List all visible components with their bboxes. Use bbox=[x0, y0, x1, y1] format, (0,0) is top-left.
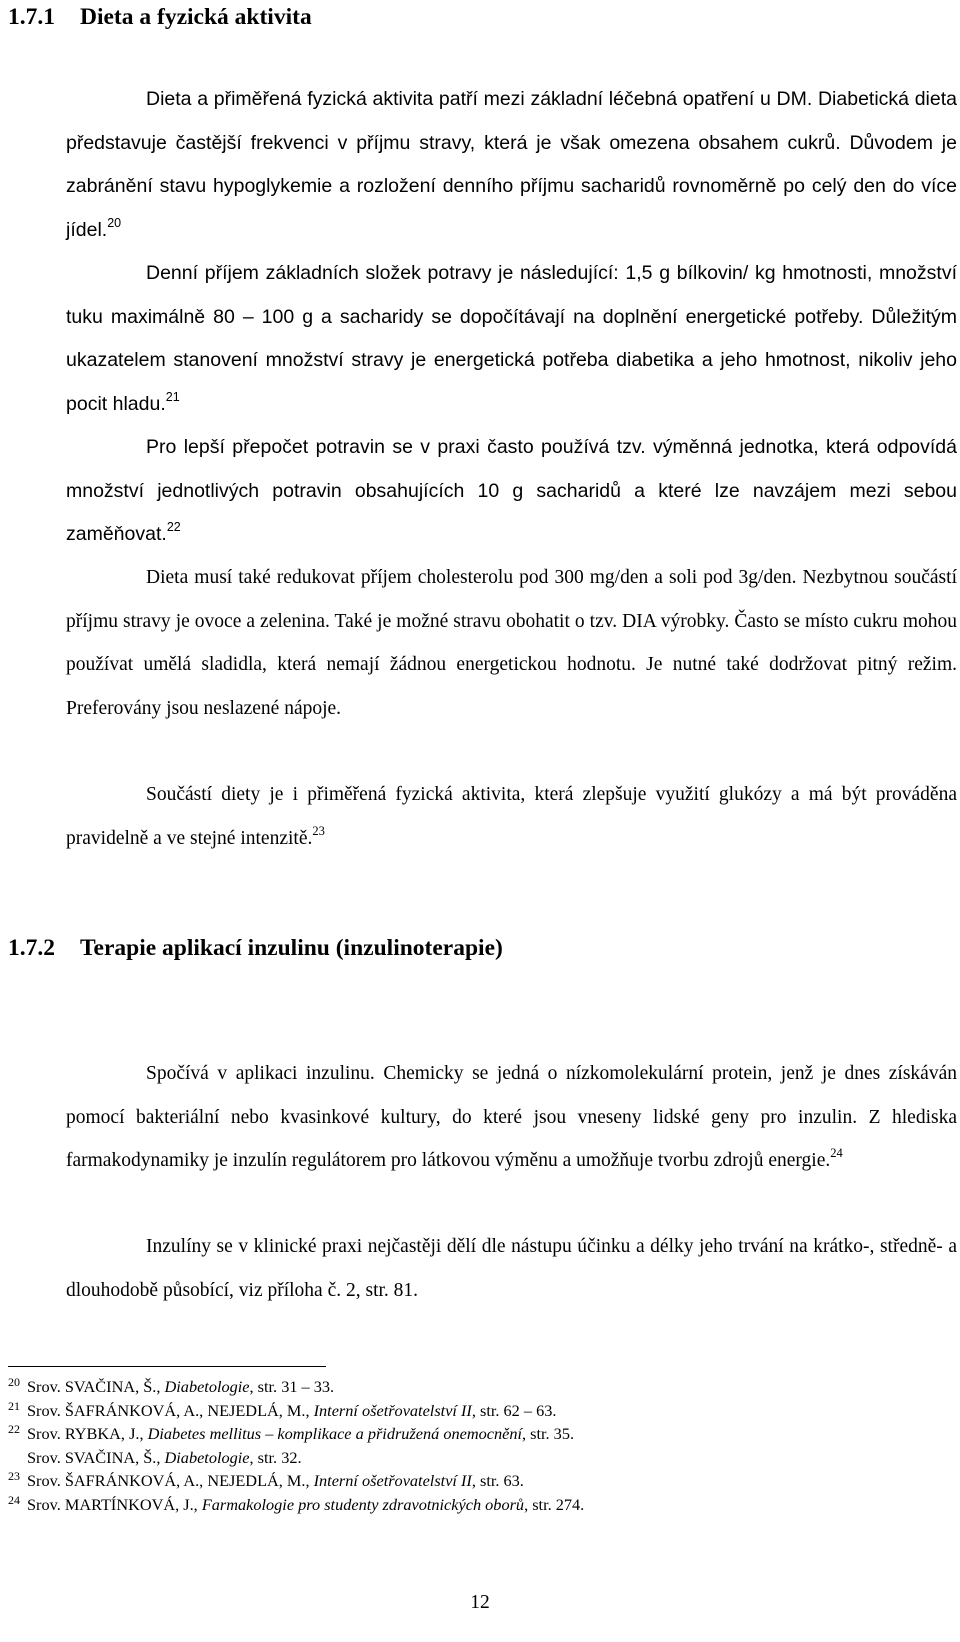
paragraph-text: Dieta musí také redukovat příjem cholesterolu pod 300 mg/den a soli pod 3g/den. Nezbytnou součástí příjmu stravy je ovoce a zelenina. Také je možné stravu obohatit o tzv. DIA výrobky. Často se místo cukru mohou používat umělá sladidla, která nemají žádnou energetickou hodnotu. Je nutné také dodržovat pitný režim. Preferovány jsou neslazené nápoje. bbox=[66, 567, 957, 719]
footnote-prefix: Srov. RYBKA, J., bbox=[27, 1424, 148, 1444]
footnote-prefix: Srov. ŠAFRÁNKOVÁ, A., NEJEDLÁ, M., bbox=[27, 1471, 314, 1491]
paragraph-insulin-application bbox=[66, 1052, 957, 1183]
paragraph-exchange-unit bbox=[66, 426, 957, 557]
paragraph-diet-intro bbox=[66, 78, 957, 252]
footnote-ref: 20 bbox=[107, 215, 122, 230]
footnote-22-continued bbox=[8, 1446, 948, 1470]
footnote-suffix: , str. 35. bbox=[522, 1424, 575, 1444]
paragraph-insulin-types bbox=[66, 1225, 957, 1312]
paragraph-text: Spočívá v aplikaci inzulinu. Chemicky se jedná o nízkomolekulární protein, jenž je dnes získáván pomocí bakteriální nebo kvasinkové kultury, do které jsou vneseny lidské geny pro inzulin. Z hlediska farmakodynamiky je inzulín regulátorem pro látkovou výměnu a umožňuje tvorbu zdrojů energie. bbox=[66, 1063, 957, 1171]
footnote-title: Interní ošetřovatelství II bbox=[313, 1471, 472, 1491]
footnote-prefix: Srov. SVAČINA, Š., bbox=[27, 1447, 165, 1467]
section-heading-insulin bbox=[8, 935, 503, 962]
footnote-ref: 21 bbox=[165, 389, 180, 404]
footnote-prefix: Srov. MARTÍNKOVÁ, J., bbox=[27, 1494, 202, 1514]
page-number: 12 bbox=[470, 1592, 490, 1613]
footnote-title: Diabetes mellitus – komplikace a přidružená onemocnění bbox=[147, 1424, 523, 1444]
section-title: Terapie aplikací inzulinu (inzulinoterapie) bbox=[80, 935, 503, 961]
section-heading-diet bbox=[8, 4, 312, 31]
footnote-suffix: , str. 31 – 33. bbox=[249, 1377, 335, 1396]
footnote-divider bbox=[8, 1366, 326, 1367]
footnote-ref: 22 bbox=[166, 520, 181, 534]
footnote-24: 24 Srov. MARTÍNKOVÁ, J., Farmakologie pro studenty zdravotnických oborů, str. 274. bbox=[8, 1492, 585, 1514]
footnote-title: Farmakologie pro studenty zdravotnických oborů bbox=[201, 1494, 525, 1514]
footnote-ref: 23 bbox=[312, 823, 325, 838]
footnote-title: Diabetologie bbox=[164, 1377, 250, 1396]
footnote-21: 21 Srov. ŠAFRÁNKOVÁ, A., NEJEDLÁ, M., Interní ošetřovatelství II, str. 62 – 63. bbox=[8, 1398, 557, 1420]
footnote-suffix: , str. 32. bbox=[249, 1447, 302, 1467]
footnotes bbox=[8, 1375, 948, 1517]
paragraph-text: Součástí diety je i přiměřená fyzická aktivita, která zlepšuje využití glukózy a má být prováděna pravidelně a ve stejné intenzitě. bbox=[66, 784, 957, 849]
footnote-20: 20 Srov. SVAČINA, Š., Diabetologie, str. 31 – 33. bbox=[8, 1375, 335, 1396]
section-title: Dieta a fyzická aktivita bbox=[80, 4, 312, 30]
footnote-ref: 24 bbox=[830, 1146, 843, 1160]
footnote-prefix: Srov. ŠAFRÁNKOVÁ, A., NEJEDLÁ, M., bbox=[27, 1400, 314, 1420]
paragraph-text: Dieta a přiměřená fyzická aktivita patří mezi základní léčebná opatření u DM. Diabetická dieta představuje častější frekvenci v příjmu stravy, která je však omezena obsahem cukrů. Důvodem je zabránění stavu hypoglykemie a rozložení denního příjmu sacharidů rovnoměrně po celý den do více jídel. bbox=[66, 88, 957, 241]
footnote-suffix: , str. 274. bbox=[524, 1494, 585, 1514]
footnote-23: 23 Srov. ŠAFRÁNKOVÁ, A., NEJEDLÁ, M., Interní ošetřovatelství II, str. 63. bbox=[8, 1469, 524, 1491]
paragraph-cholesterol bbox=[66, 556, 957, 730]
paragraph-text: Pro lepší přepočet potravin se v praxi často používá tzv. výměnná jednotka, která odpovídá množství jednotlivých potravin obsahujících 10 g sacharidů a které lze navzájem mezi sebou zaměňovat. bbox=[66, 436, 957, 545]
footnote-22: 22 Srov. RYBKA, J., Diabetes mellitus – komplikace a přidružená onemocnění, str. 35. bbox=[8, 1422, 575, 1444]
footnote-suffix: , str. 62 – 63. bbox=[471, 1400, 557, 1420]
section-number: 1.7.1 bbox=[8, 4, 55, 30]
footnote-title: Interní ošetřovatelství II bbox=[313, 1400, 472, 1420]
paragraph-text: Inzulíny se v klinické praxi nejčastěji dělí dle nástupu účinku a délky jeho trvání na krátko-, středně- a dlouhodobě působící, viz příloha č. 2, str. 81. bbox=[66, 1236, 957, 1301]
footnote-title: Diabetologie bbox=[164, 1447, 250, 1467]
footnote-prefix: Srov. SVAČINA, Š., bbox=[27, 1377, 165, 1396]
paragraph-daily-intake bbox=[66, 252, 957, 426]
paragraph-physical-activity bbox=[66, 773, 957, 860]
section-number: 1.7.2 bbox=[8, 935, 55, 961]
paragraph-text: Denní příjem základních složek potravy je následující: 1,5 g bílkovin/ kg hmotnosti, množství tuku maximálně 80 – 100 g a sacharidy se dopočítávají na doplnění energetické potřeby. Důležitým ukazatelem stanovení množství stravy je energetická potřeba diabetika a jeho hmotnost, nikoliv jeho pocit hladu. bbox=[66, 262, 957, 415]
footnote-suffix: , str. 63. bbox=[471, 1471, 524, 1491]
